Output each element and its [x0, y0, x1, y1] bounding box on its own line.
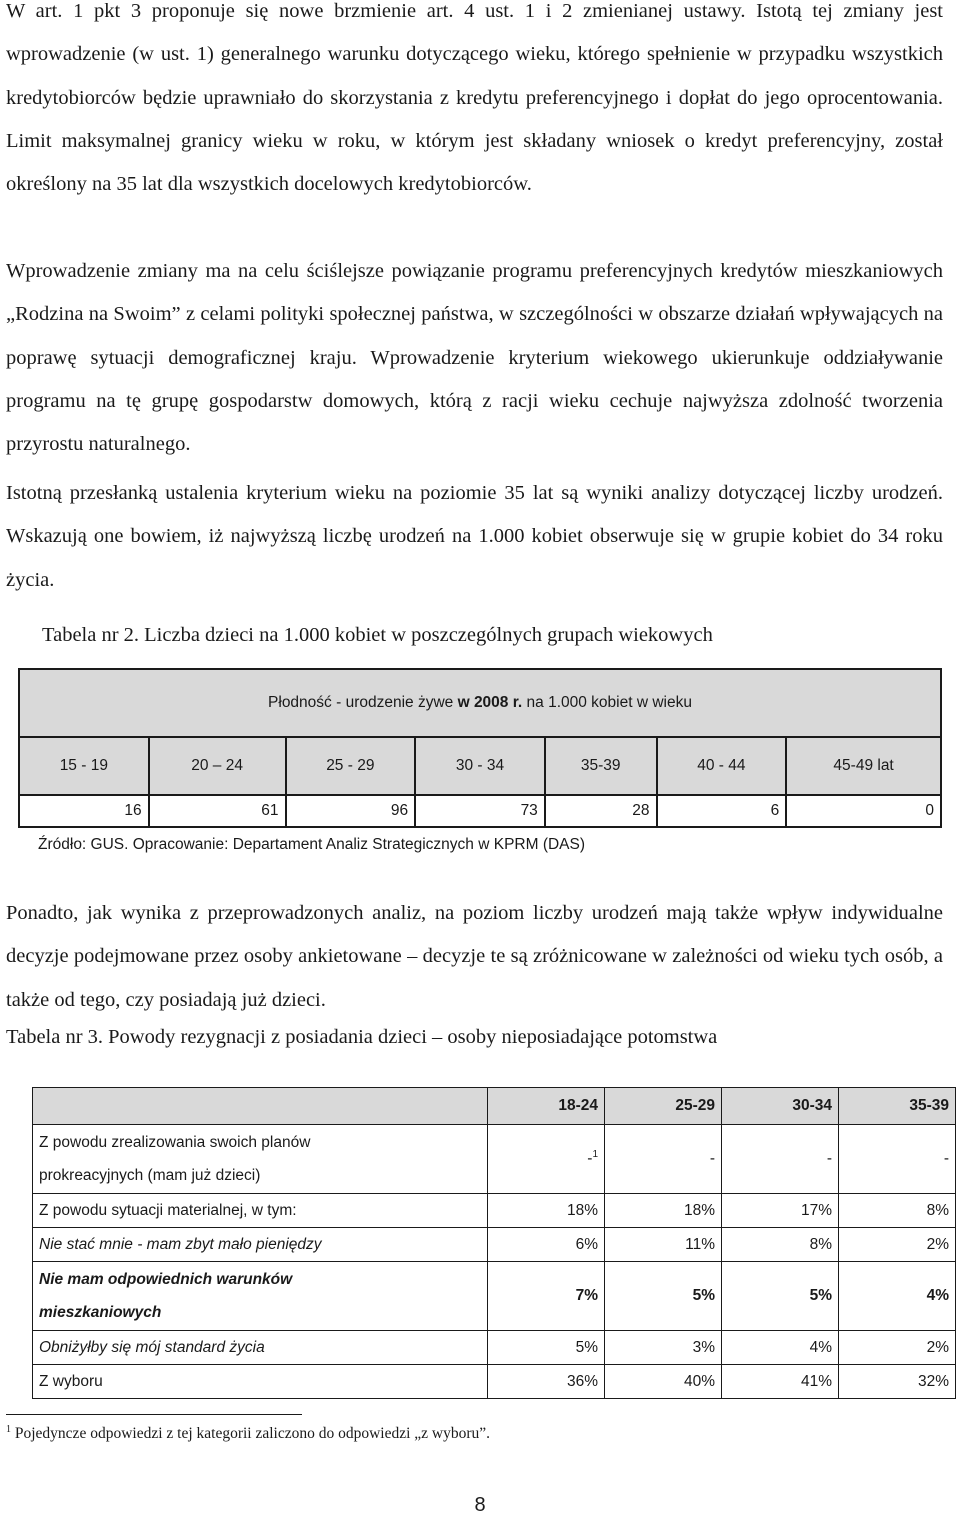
fertility-value-cell: 0	[786, 795, 941, 827]
row-label-line: prokreacyjnych (mam już dzieci)	[39, 1167, 261, 1184]
row-label: Obniżyłby się mój standard życia	[33, 1331, 488, 1365]
row-label: Nie stać mnie - mam zbyt mało pieniędzy	[33, 1228, 488, 1262]
fertility-table-title	[19, 669, 941, 737]
header-text-post: na 1.000 kobiet w wieku	[522, 694, 692, 711]
row-value: 2%	[839, 1331, 956, 1365]
fertility-value-cell: 73	[415, 795, 545, 827]
age-group-cell: 45-49 lat	[786, 737, 941, 795]
fertility-table-header	[19, 669, 941, 737]
row-value: 32%	[839, 1365, 956, 1399]
row-value	[488, 1125, 605, 1194]
age-group-cell: 35-39	[545, 737, 657, 795]
table3-caption: Tabela nr 3. Powody rezygnacji z posiadania dzieci – osoby nieposiadające potomstwa	[6, 1026, 718, 1048]
footnote-mark: 1	[592, 1148, 598, 1160]
row-label: Z wyboru	[33, 1365, 488, 1399]
row-value: -	[839, 1125, 956, 1194]
fertility-value-cell: 96	[286, 795, 416, 827]
table-row	[33, 1331, 956, 1365]
table-row	[33, 1262, 956, 1331]
paragraph-program-goal: Wprowadzenie zmiany ma na celu ściślejsze powiązanie programu preferencyjnych kredytów mieszkaniowych „Rodzina na Swoim” z celami polityki społecznej państwa, w szczególności w obszarze działań wpływających na poprawę sytuacji demograficznej kraju. Wprowadzenie kryterium wiekowego ukierunkuje oddziaływanie programu na tę grupę gospodarstw domowych, którą z racji wieku cechuje najwyższa zdolność tworzenia przyrostu naturalnego.	[6, 260, 943, 456]
footnote-number: 1	[6, 1423, 11, 1435]
reasons-header-blank	[33, 1088, 488, 1125]
footnote	[6, 1425, 490, 1443]
row-label-line: Nie mam odpowiednich warunków	[39, 1271, 293, 1288]
reasons-table-header	[33, 1088, 956, 1125]
footnote-divider	[6, 1414, 302, 1415]
row-label	[33, 1125, 488, 1194]
fertility-value-cell: 61	[149, 795, 286, 827]
paragraph-age-condition: W art. 1 pkt 3 proponuje się nowe brzmienie art. 4 ust. 1 i 2 zmienianej ustawy. Istotą tej zmiany jest wprowadzenie (w ust. 1) generalnego warunku dotyczącego wieku, którego spełnienie w przypadku wszystkich kredytobiorców będzie uprawniało do skorzystania z kredytu preferencyjnego i dopłat do jego oprocentowania. Limit maksymalnej granicy wieku w roku, w którym jest składany wniosek o kredyt preferencyjny, został określony na 35 lat dla wszystkich docelowych kredytobiorców.	[6, 0, 943, 196]
column-header: 18-24	[488, 1088, 605, 1125]
row-value-text: -	[587, 1150, 593, 1167]
footnote-text: Pojedyncze odpowiedzi z tej kategorii zaliczono do odpowiedzi „z wyboru”.	[11, 1425, 491, 1442]
fertility-table	[18, 668, 942, 828]
column-header: 35-39	[839, 1088, 956, 1125]
table-row	[33, 1125, 956, 1194]
age-group-cell: 25 - 29	[286, 737, 416, 795]
row-value: 18%	[605, 1194, 722, 1228]
row-value: 40%	[605, 1365, 722, 1399]
fertility-value-cell: 28	[545, 795, 657, 827]
row-value: 11%	[605, 1228, 722, 1262]
age-group-cell: 20 – 24	[149, 737, 286, 795]
row-value: 5%	[722, 1262, 839, 1331]
age-group-cell: 30 - 34	[415, 737, 545, 795]
page-number: 8	[474, 1494, 486, 1516]
table-row	[33, 1228, 956, 1262]
row-value: 7%	[488, 1262, 605, 1331]
row-label: Z powodu sytuacji materialnej, w tym:	[33, 1194, 488, 1228]
fertility-value-cell: 6	[657, 795, 787, 827]
row-value: 8%	[839, 1194, 956, 1228]
row-value: 18%	[488, 1194, 605, 1228]
row-value: -	[722, 1125, 839, 1194]
fertility-value-row	[19, 795, 941, 827]
column-header: 25-29	[605, 1088, 722, 1125]
row-label-line: mieszkaniowych	[39, 1304, 162, 1321]
fertility-value-cell: 16	[19, 795, 149, 827]
column-header: 30-34	[722, 1088, 839, 1125]
age-group-cell: 40 - 44	[657, 737, 787, 795]
header-text-pre: Płodność - urodzenie żywe	[268, 694, 458, 711]
row-value: 41%	[722, 1365, 839, 1399]
row-value: 17%	[722, 1194, 839, 1228]
row-value: 2%	[839, 1228, 956, 1262]
paragraph-birth-analysis: Istotną przesłanką ustalenia kryterium wieku na poziomie 35 lat są wyniki analizy dotyczącej liczby urodzeń. Wskazują one bowiem, iż najwyższą liczbę urodzeń na 1.000 kobiet obserwuje się w grupie kobiet do 34 roku życia.	[6, 482, 943, 591]
paragraph-individual-decisions: Ponadto, jak wynika z przeprowadzonych analiz, na poziom liczby urodzeń mają także wpływ indywidualne decyzje podejmowane przez osoby ankietowane – decyzje te są zróżnicowane w zależności od wieku tych osób, a także od tego, czy posiadają już dzieci.	[6, 902, 943, 1011]
row-value: -	[605, 1125, 722, 1194]
table2-source: Źródło: GUS. Opracowanie: Departament Analiz Strategicznych w KPRM (DAS)	[38, 836, 586, 853]
row-value: 6%	[488, 1228, 605, 1262]
row-value: 3%	[605, 1331, 722, 1365]
row-value: 36%	[488, 1365, 605, 1399]
row-value: 4%	[839, 1262, 956, 1331]
row-value: 8%	[722, 1228, 839, 1262]
header-text-year: w 2008 r.	[457, 694, 523, 711]
row-value: 4%	[722, 1331, 839, 1365]
row-label	[33, 1262, 488, 1331]
reasons-table	[32, 1087, 956, 1399]
row-label-line: Z powodu zrealizowania swoich planów	[39, 1134, 311, 1151]
row-value: 5%	[488, 1331, 605, 1365]
fertility-age-row	[19, 737, 941, 795]
table-row	[33, 1365, 956, 1399]
table2-caption: Tabela nr 2. Liczba dzieci na 1.000 kobiet w poszczególnych grupach wiekowych	[42, 624, 713, 646]
table-row	[33, 1194, 956, 1228]
age-group-cell: 15 - 19	[19, 737, 149, 795]
row-value: 5%	[605, 1262, 722, 1331]
